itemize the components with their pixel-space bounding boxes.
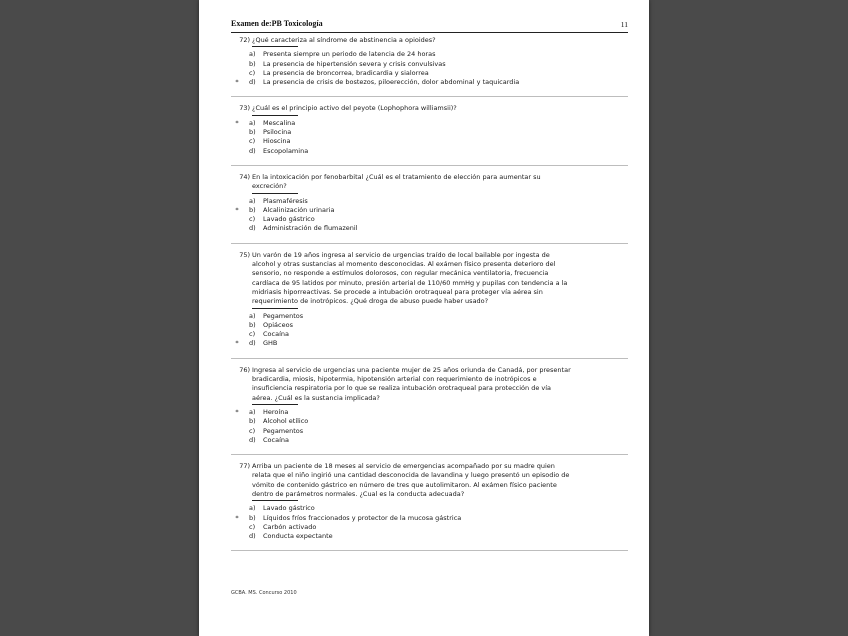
correct-mark [231, 50, 243, 59]
option-text: Psilocina [263, 128, 292, 137]
question-75 [231, 251, 628, 359]
question-underline [252, 46, 298, 47]
option-letter: a) [249, 504, 256, 513]
option-letter: c) [249, 522, 256, 531]
question-stem [231, 251, 628, 307]
option-text: Alcohol etílico [263, 417, 309, 426]
option-b [231, 60, 628, 69]
option-list [231, 504, 628, 541]
option-b [231, 514, 628, 523]
option-letter: b) [249, 513, 256, 522]
question-number: 76) [239, 365, 250, 374]
option-letter: d) [249, 146, 256, 155]
option-letter: a) [249, 196, 256, 205]
option-letter: b) [249, 59, 256, 68]
correct-mark [231, 417, 243, 426]
correct-mark [231, 215, 243, 224]
page-header [231, 19, 628, 33]
question-number: 72) [239, 36, 250, 44]
option-d [231, 436, 628, 445]
question-number: 75) [239, 250, 250, 259]
question-underline [252, 308, 298, 309]
option-a [231, 504, 628, 513]
correct-mark [231, 197, 243, 206]
correct-mark [231, 60, 243, 69]
correct-mark [231, 330, 243, 339]
option-text: Opiáceos [263, 320, 293, 329]
option-b [231, 128, 628, 137]
option-text: Lavado gástrico [263, 504, 315, 513]
question-number: 74) [239, 172, 250, 181]
option-text: Cocaína [263, 435, 289, 444]
option-letter: d) [249, 224, 256, 233]
option-c [231, 215, 628, 224]
option-text: Mescalina [263, 118, 296, 127]
option-c [231, 137, 628, 146]
option-letter: c) [249, 137, 256, 146]
option-text: Pegamentos [263, 311, 304, 320]
correct-mark [231, 532, 243, 541]
question-text: Ingresa al servicio de urgencias una paciente mujer de 25 años oriunda de Canadá, por presentar bradicardia, miosis, hipotermia, hipotensión arterial con requerimiento de inotrópicos e insuficiencia respiratoria por lo que se realiza intubación orotraqueal para protección de vía aérea. ¿Cuál es la sustancia implicada? [252, 365, 571, 402]
question-76 [231, 366, 628, 455]
question-stem [231, 462, 628, 499]
option-a [231, 50, 628, 59]
option-a [231, 312, 628, 321]
question-underline [252, 404, 298, 405]
question-number: 77) [239, 462, 250, 471]
option-text: Alcalinización urinaria [263, 205, 335, 214]
question-73 [231, 104, 628, 165]
option-text: Conducta expectante [263, 532, 333, 541]
option-text: Líquidos fríos fraccionados y protector de la mucosa gástrica [263, 513, 462, 522]
option-text: Pegamentos [263, 426, 304, 435]
option-b [231, 417, 628, 426]
question-underline [252, 500, 298, 501]
correct-mark [231, 427, 243, 436]
correct-mark: * [235, 513, 239, 522]
correct-mark: * [235, 118, 239, 127]
option-list [231, 408, 628, 445]
question-text: ¿Cuál es el principio activo del peyote (Lophophora williamsii)? [252, 104, 457, 113]
option-b [231, 321, 628, 330]
question-number: 73) [239, 104, 250, 113]
correct-mark [231, 436, 243, 445]
question-underline [252, 193, 298, 194]
option-d [231, 224, 628, 233]
option-c [231, 523, 628, 532]
question-text: Un varón de 19 años ingresa al servicio de urgencias traído de local bailable por ingesta de alcohol y otras sustancias al momento desconocidas. Al exámen físico presenta deterioro del sensorio, no responde a estímulos dolorosos, con regular mecánica ventilatoria, frecuencia cardíaca de 95 latidos por minuto, presión arterial de 110/60 mmHg y pupilas con tendencia a la midriasis hiporreactivas. Se procede a intubación orotraqueal para proteger vía aérea sin requerimiento de inotrópicos. ¿Qué droga de abuso puede haber usado? [252, 250, 568, 306]
option-text: Heroína [263, 407, 289, 416]
option-text: Cocaína [263, 330, 289, 339]
option-text: Carbón activado [263, 522, 317, 531]
correct-mark: * [235, 339, 239, 348]
option-letter: a) [249, 407, 256, 416]
option-letter: a) [249, 50, 256, 59]
option-letter: d) [249, 435, 256, 444]
option-letter: c) [249, 215, 256, 224]
question-text: En la intoxicación por fenobarbital ¿Cuál es el tratamiento de elección para aumentar su excreción? [252, 172, 541, 191]
question-stem [231, 366, 628, 403]
option-list [231, 197, 628, 234]
option-text: Presenta siempre un periodo de latencia de 24 horas [263, 50, 436, 59]
option-a [231, 119, 628, 128]
option-letter: d) [249, 78, 256, 87]
option-text: La presencia de hipertensión severa y crisis convulsivas [263, 59, 446, 68]
question-74 [231, 173, 628, 244]
correct-mark [231, 504, 243, 513]
option-text: Hioscina [263, 137, 291, 146]
option-text: Escopolamina [263, 146, 309, 155]
option-c [231, 427, 628, 436]
correct-mark [231, 69, 243, 78]
exam-page [199, 0, 649, 636]
option-list [231, 312, 628, 349]
option-letter: d) [249, 339, 256, 348]
question-77 [231, 462, 628, 551]
option-letter: b) [249, 417, 256, 426]
correct-mark [231, 312, 243, 321]
question-text: ¿Qué caracteriza al síndrome de abstinencia a opioides? [252, 36, 436, 44]
correct-mark: * [235, 205, 239, 214]
option-text: Administración de flumazenil [263, 224, 358, 233]
option-c [231, 69, 628, 78]
option-d [231, 339, 628, 348]
option-list [231, 119, 628, 156]
option-letter: c) [249, 330, 256, 339]
exam-title: Examen de:PB Toxicología [231, 19, 323, 28]
option-d [231, 147, 628, 156]
option-letter: a) [249, 118, 256, 127]
option-letter: c) [249, 426, 256, 435]
option-letter: c) [249, 68, 256, 77]
question-stem [231, 173, 628, 192]
correct-mark [231, 321, 243, 330]
correct-mark: * [235, 407, 239, 416]
option-d [231, 532, 628, 541]
option-text: Plasmaféresis [263, 196, 308, 205]
correct-mark [231, 147, 243, 156]
correct-mark [231, 523, 243, 532]
option-text: Lavado gástrico [263, 215, 315, 224]
option-b [231, 206, 628, 215]
option-letter: d) [249, 532, 256, 541]
option-list [231, 50, 628, 87]
option-c [231, 330, 628, 339]
option-letter: a) [249, 311, 256, 320]
question-underline [252, 115, 298, 116]
question-stem [231, 104, 628, 113]
option-letter: b) [249, 320, 256, 329]
option-a [231, 197, 628, 206]
option-text: La presencia de broncorrea, bradicardia y sialorrea [263, 68, 429, 77]
option-text: La presencia de crisis de bostezos, piloerección, dolor abdominal y taquicardia [263, 78, 520, 87]
page-number: 11 [620, 20, 628, 29]
option-letter: b) [249, 205, 256, 214]
question-list [231, 36, 628, 558]
correct-mark: * [235, 78, 239, 87]
question-72 [231, 36, 628, 97]
option-d [231, 78, 628, 87]
question-stem [231, 36, 628, 45]
correct-mark [231, 224, 243, 233]
correct-mark [231, 137, 243, 146]
option-letter: b) [249, 128, 256, 137]
option-a [231, 408, 628, 417]
correct-mark [231, 128, 243, 137]
question-text: Arriba un paciente de 18 meses al servicio de emergencias acompañado por su madre quien relata que el niño ingirió una cantidad desconocida de lavandina y luego presentó un episodio de vómito de contenido gástrico en número de tres que autolimitaron. Al exámen físico paciente dentro de parámetros normales. ¿Cual es la conducta adecuada? [252, 462, 570, 498]
option-text: GHB [263, 339, 278, 348]
page-footer: GCBA. MS. Concurso 2010 [231, 590, 297, 596]
